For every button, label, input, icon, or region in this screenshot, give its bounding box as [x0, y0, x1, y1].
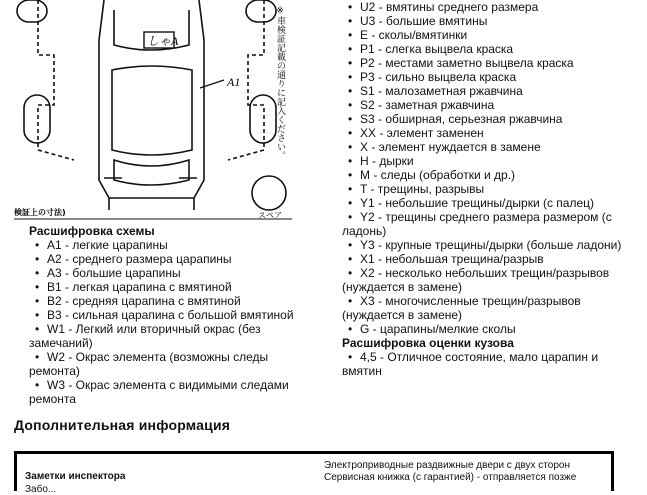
list-item: • A3 - большие царапины [35, 266, 181, 280]
list-item: • U2 - вмятины среднего размера [348, 0, 539, 14]
list-item: • S1 - малозаметная ржавчина [348, 84, 523, 98]
car-inspection-scheme [14, 0, 292, 222]
inspector-notes-text: Забо... [25, 484, 57, 495]
list-item: • P2 - местами заметно выцвела краска [348, 56, 574, 70]
list-item: • Y3 - крупные трещины/дырки (больше ладони) [348, 238, 622, 252]
list-item: • Y1 - небольшие трещины/дырки (с палец) [348, 196, 595, 210]
list-item: • E - сколы/вмятинки [348, 28, 468, 42]
list-item: • B1 - легкая царапина с вмятиной [35, 280, 232, 294]
list-item: • W2 - Окрас элемента (возможны следы ремонта) [29, 350, 269, 378]
list-item: • B2 - средняя царапина с вмятиной [35, 294, 241, 308]
damage-legend-list [342, 0, 632, 336]
list-item: • A1 - легкие царапины [35, 238, 168, 252]
scheme-legend-title: Расшифровка схемы [29, 224, 155, 238]
caption-right: スペア [258, 211, 282, 220]
list-item: • S3 - обширная, серьезная ржавчина [348, 112, 563, 126]
list-item: • S2 - заметная ржавчина [348, 98, 495, 112]
list-item: • X1 - небольшая трещина/разрыв [348, 252, 544, 266]
list-item: • 4,5 - Отличное состояние, мало царапин и вмятин [342, 350, 599, 378]
list-item: • X3 - многочисленные трещин/разрывов (нуждается в замене) [342, 294, 581, 322]
body-grade-list [342, 350, 632, 378]
list-item: • U3 - большие вмятины [348, 14, 488, 28]
additional-info-box [14, 451, 614, 495]
note-line: Электроприводные раздвижные двери с двух сторон [324, 460, 570, 471]
list-item: • T - трещины, разрывы [348, 182, 485, 196]
list-item: • H - дырки [348, 154, 414, 168]
mark-label: A1 [227, 75, 241, 89]
list-item: • P3 - сильно выцвела краска [348, 70, 517, 84]
damage-legend [342, 0, 632, 378]
list-item: • B3 - сильная царапина с большой вмятиной [35, 308, 294, 322]
section-title-additional: Дополнительная информация [14, 417, 231, 433]
list-item: • XX - элемент заменен [348, 126, 484, 140]
list-item: • M - следы (обработки и др.) [348, 168, 516, 182]
list-item: • Y2 - трещины среднего размера размером (с ладонь) [342, 210, 612, 238]
note-line: Сервисная книжка (с гарантией) - отправляется позже [324, 472, 577, 483]
list-item: • X2 - несколько небольших трещин/разрывов (нуждается в замене) [342, 266, 610, 294]
scheme-legend [29, 224, 314, 406]
car-diagram [14, 0, 292, 222]
box-label: しゃA [147, 34, 179, 48]
list-item: • W1 - Легкий или вторичный окрас (без замечаний) [29, 322, 261, 350]
scheme-legend-list [29, 238, 314, 406]
extra-notes [324, 460, 576, 484]
list-item: • G - царапины/мелкие сколы [348, 322, 516, 336]
inspector-notes-label: Заметки инспектора [25, 471, 126, 482]
list-item: • P1 - слегка выцвела краска [348, 42, 514, 56]
vertical-note: ※車検証記載の通りに記入ください。 [275, 6, 285, 160]
caption-left: 検証上の寸法) [14, 208, 66, 217]
body-grade-title: Расшифровка оценки кузова [342, 336, 514, 350]
list-item: • W3 - Окрас элемента с видимыми следами ремонта [29, 378, 289, 406]
list-item: • A2 - среднего размера царапины [35, 252, 232, 266]
list-item: • X - элемент нуждается в замене [348, 140, 541, 154]
